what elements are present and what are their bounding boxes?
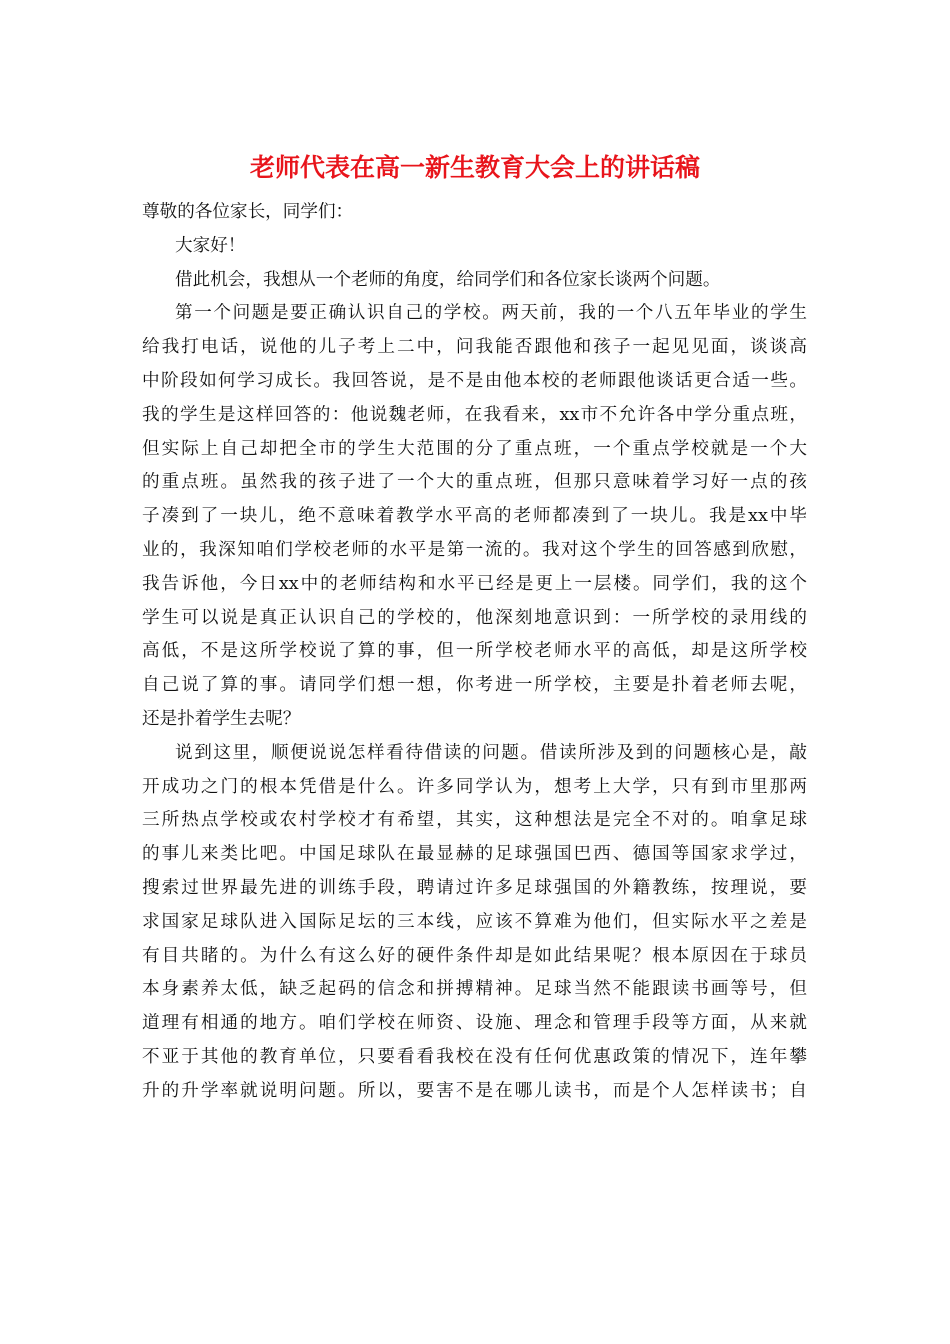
paragraph-line: 中阶段如何学习成长。我回答说，是不是由他本校的老师跟他谈话更合适一些。 [142, 370, 807, 391]
paragraph-line: 有目共睹的。为什么有这么好的硬件条件却是如此结果呢？根本原因在于球员 [142, 945, 807, 966]
paragraph-line: 我告诉他，今日xx中的老师结构和水平已经是更上一层楼。同学们，我的这个 [142, 573, 807, 594]
paragraph-line: 本身素养太低，缺乏起码的信念和拼搏精神。足球当然不能跟读书画等号，但 [142, 979, 807, 1000]
document-title: 老师代表在高一新生教育大会上的讲话稿 [249, 153, 700, 182]
greeting-line: 大家好！ [175, 235, 246, 256]
paragraph-line: 但实际上自己却把全市的学生大范围的分了重点班，一个重点学校就是一个大 [142, 438, 807, 459]
intro-line: 借此机会，我想从一个老师的角度，给同学们和各位家长谈两个问题。 [175, 269, 721, 290]
paragraph-line: 高低，不是这所学校说了算的事，但一所学校老师水平的高低，却是这所学校 [142, 641, 807, 662]
paragraph-line: 的重点班。虽然我的孩子进了一个大的重点班，但那只意味着学习好一点的孩 [142, 472, 807, 493]
paragraph-line: 说到这里，顺便说说怎样看待借读的问题。借读所涉及到的问题核心是，敲 [175, 742, 807, 763]
paragraph-line: 学生可以说是真正认识自己的学校的，他深刻地意识到：一所学校的录用线的 [142, 607, 807, 628]
paragraph-line: 我的学生是这样回答的：他说魏老师，在我看来，xx市不允许各中学分重点班， [142, 404, 807, 425]
greeting [142, 230, 807, 264]
paragraph-line: 子凑到了一块儿，绝不意味着教学水平高的老师都凑到了一块儿。我是xx中毕 [142, 506, 807, 527]
paragraph-line: 搜索过世界最先进的训练手段，聘请过许多足球强国的外籍教练，按理说，要 [142, 877, 807, 898]
salutation-line: 尊敬的各位家长，同学们： [142, 202, 354, 222]
paragraph-line: 的事儿来类比吧。中国足球队在最显赫的足球强国巴西、德国等国家求学过， [142, 844, 807, 865]
paragraph-line: 给我打电话，说他的儿子考上二中，问我能否跟他和孩子一起见见面，谈谈高 [142, 337, 807, 358]
salutation [142, 196, 807, 230]
paragraph-line: 开成功之门的根本凭借是什么。许多同学认为，想考上大学，只有到市里那两 [142, 776, 807, 797]
paragraph-2 [142, 737, 807, 1109]
paragraph-line: 自己说了算的事。请同学们想一想，你考进一所学校，主要是扑着老师去呢， [142, 675, 807, 696]
paragraph-line: 不亚于其他的教育单位，只要看看我校在没有任何优惠政策的情况下，连年攀 [142, 1046, 807, 1067]
paragraph-line: 第一个问题是要正确认识自己的学校。两天前，我的一个八五年毕业的学生 [175, 303, 807, 324]
paragraph-line: 道理有相通的地方。咱们学校在师资、设施、理念和管理手段等方面，从来就 [142, 1013, 807, 1034]
paragraph-line: 业的，我深知咱们学校老师的水平是第一流的。我对这个学生的回答感到欣慰， [142, 539, 807, 560]
paragraph-line: 还是扑着学生去呢？ [142, 708, 301, 729]
paragraph-line: 升的升学率就说明问题。所以，要害不是在哪儿读书，而是个人怎样读书；自 [142, 1080, 807, 1101]
intro-paragraph [142, 264, 807, 298]
document-body [142, 196, 807, 1109]
paragraph-1 [142, 297, 807, 736]
paragraph-line: 三所热点学校或农村学校才有希望，其实，这种想法是完全不对的。咱拿足球 [142, 810, 807, 831]
paragraph-line: 求国家足球队进入国际足坛的三本线，应该不算难为他们，但实际水平之差是 [142, 911, 807, 932]
